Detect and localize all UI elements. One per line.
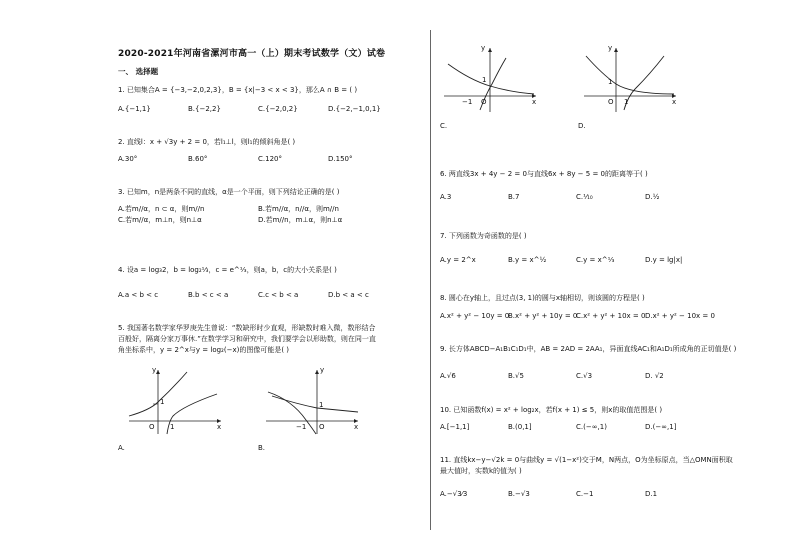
question-3-option-b: B.若m//α，n//α，则m//n bbox=[258, 205, 339, 213]
question-7-option-c: C.y = x^⅓ bbox=[576, 256, 615, 264]
question-7-option-d: D.y = lg|x| bbox=[645, 256, 683, 264]
question-5-graph-b bbox=[262, 366, 362, 436]
question-3-option-d: D.若m//n，m⊥α，则n⊥α bbox=[258, 216, 343, 224]
question-2-option-c: C.120° bbox=[258, 155, 282, 163]
question-1-option-d: D.{−2,−1,0,1} bbox=[328, 105, 381, 113]
question-8-option-d: D.x² + y² − 10x = 0 bbox=[645, 312, 715, 320]
question-8-option-b: B.x² + y² + 10y = 0 bbox=[508, 312, 578, 320]
question-9-stem: 9. 长方体ABCD−A₁B₁C₁D₁中，AB = 2AD = 2AA₁，异面直线AC₁和A₁D₁所成角的正切值是( ) bbox=[440, 345, 737, 353]
question-11-option-b: B.−√3 bbox=[508, 490, 530, 498]
question-9-option-b: B.√5 bbox=[508, 372, 524, 380]
graph-b-y-one-label: 1 bbox=[319, 401, 324, 409]
question-5-option-a: A. bbox=[118, 444, 125, 452]
question-10-option-a: A.[−1,1] bbox=[440, 423, 470, 431]
question-6-option-a: A.3 bbox=[440, 193, 452, 201]
question-4-option-c: C.c < b < a bbox=[258, 291, 299, 299]
graph-b-x-neg-one-label: −1 bbox=[296, 423, 307, 431]
graph-d-origin-label: O bbox=[608, 98, 614, 106]
section-heading: 一、 选择题 bbox=[118, 67, 159, 76]
question-6-option-b: B.7 bbox=[508, 193, 520, 201]
question-11-option-d: D.1 bbox=[645, 490, 658, 498]
question-5-stem-line-3: 角坐标系中，y = 2^x与y = log₂(−x)的图像可能是( ) bbox=[118, 346, 290, 354]
question-4-stem: 4. 设a = log₃2，b = log₂¹⁄₃，c = e^⅓，则a，b，c的大小关系是( ) bbox=[118, 266, 337, 274]
question-9-option-c: C.√3 bbox=[576, 372, 593, 380]
graph-c-x-label: x bbox=[532, 98, 537, 106]
graph-c-origin-label: O bbox=[481, 98, 487, 106]
question-4-option-d: D.b < a < c bbox=[328, 291, 369, 299]
question-7-option-a: A.y = 2^x bbox=[440, 256, 476, 264]
graph-d-y-label: y bbox=[608, 44, 613, 52]
question-4-option-a: A.a < b < c bbox=[118, 291, 159, 299]
question-9-option-a: A.√6 bbox=[440, 372, 456, 380]
graph-c-y-one-label: 1 bbox=[482, 76, 487, 84]
question-7-stem: 7. 下列函数为奇函数的是( ) bbox=[440, 232, 527, 240]
question-7-option-b: B.y = x^½ bbox=[508, 256, 547, 264]
question-10-option-c: C.(−∞,1) bbox=[576, 423, 607, 431]
question-10-stem: 10. 已知函数f(x) = x² + log₂x，若f(x + 1) ≤ 5，则x的取值范围是( ) bbox=[440, 406, 663, 414]
question-9-option-d: D. √2 bbox=[645, 372, 664, 380]
graph-c-x-neg-one-label: −1 bbox=[462, 98, 473, 106]
question-3-option-c: C.若m//α，m⊥n，则n⊥α bbox=[118, 216, 202, 224]
question-8-stem: 8. 圆心在y轴上，且过点(3, 1)的圆与x轴相切，则该圆的方程是( ) bbox=[440, 294, 645, 302]
question-1-stem: 1. 已知集合A = {−3,−2,0,2,3}，B = {x|−3 < x < 3}，那么A ∩ B = ( ) bbox=[118, 86, 358, 94]
question-5-stem-line-1: 5. 我国著名数学家华罗庚先生曾说：“数缺形时少直观，形缺数时难入微，数形结合 bbox=[118, 324, 376, 332]
question-6-option-c: C.¹⁄₁₀ bbox=[576, 193, 593, 201]
question-8-option-c: C.x² + y² + 10x = 0 bbox=[576, 312, 646, 320]
question-5-stem-line-2: 百般好，隔离分家万事休.”在数学学习和研究中，我们要学会以形助数，则在同一直 bbox=[118, 335, 376, 343]
graph-a-x-one-label: 1 bbox=[170, 423, 175, 431]
question-5-graph-a bbox=[125, 366, 225, 436]
question-11-stem-line-2: 最大值时，实数k的值为( ) bbox=[440, 467, 522, 475]
question-2-option-d: D.150° bbox=[328, 155, 353, 163]
question-3-stem: 3. 已知m，n是两条不同的直线，α是一个平面，则下列结论正确的是( ) bbox=[118, 188, 340, 196]
question-8-option-a: A.x² + y² − 10y = 0 bbox=[440, 312, 510, 320]
question-1-option-b: B.{−2,2} bbox=[188, 105, 221, 113]
question-2-stem: 2. 直线l：x + √3y + 2 = 0，若l₁⊥l，则l₁的倾斜角是( ) bbox=[118, 138, 296, 146]
question-10-option-d: D.(−∞,1] bbox=[645, 423, 677, 431]
graph-d-y-one-label: 1 bbox=[608, 78, 613, 86]
graph-b-x-label: x bbox=[354, 423, 359, 431]
question-4-option-b: B.b < c < a bbox=[188, 291, 229, 299]
question-11-stem-line-1: 11. 直线kx−y−√2k = 0与曲线y = √(1−x²)交于M，N两点，O为坐标原点，当△OMN面积取 bbox=[440, 456, 733, 464]
graph-d-x-label: x bbox=[672, 98, 677, 106]
graph-a-y-one-label: 1 bbox=[160, 398, 165, 406]
question-5-graph-c bbox=[440, 44, 540, 114]
question-6-option-d: D.½ bbox=[645, 193, 660, 201]
question-5-option-b: B. bbox=[258, 444, 266, 452]
question-3-option-a: A.若m//α，n ⊂ α，则m//n bbox=[118, 205, 205, 213]
column-divider bbox=[430, 30, 431, 530]
question-2-option-b: B.60° bbox=[188, 155, 208, 163]
graph-a-origin-label: O bbox=[149, 423, 155, 431]
graph-a-y-label: y bbox=[152, 366, 157, 374]
question-5-option-d: D. bbox=[578, 122, 586, 130]
question-10-option-b: B.(0,1] bbox=[508, 423, 532, 431]
question-5-option-c: C. bbox=[440, 122, 448, 130]
question-11-option-c: C.−1 bbox=[576, 490, 594, 498]
question-2-option-a: A.30° bbox=[118, 155, 138, 163]
question-6-stem: 6. 两直线3x + 4y − 2 = 0与直线6x + 8y − 5 = 0的距离等于( ) bbox=[440, 170, 648, 178]
graph-c-y-label: y bbox=[481, 44, 486, 52]
question-11-option-a: A.−√3⁄3 bbox=[440, 490, 468, 498]
graph-a-x-label: x bbox=[217, 423, 222, 431]
question-1-option-c: C.{−2,0,2} bbox=[258, 105, 298, 113]
graph-d-x-one-label: 1 bbox=[624, 98, 629, 106]
graph-b-y-label: y bbox=[320, 366, 325, 374]
question-1-option-a: A.{−1,1} bbox=[118, 105, 151, 113]
question-5-graph-d bbox=[580, 44, 680, 114]
graph-b-origin-label: O bbox=[319, 423, 325, 431]
exam-title: 2020-2021年河南省漯河市高一（上）期末考试数学（文）试卷 bbox=[118, 49, 386, 59]
